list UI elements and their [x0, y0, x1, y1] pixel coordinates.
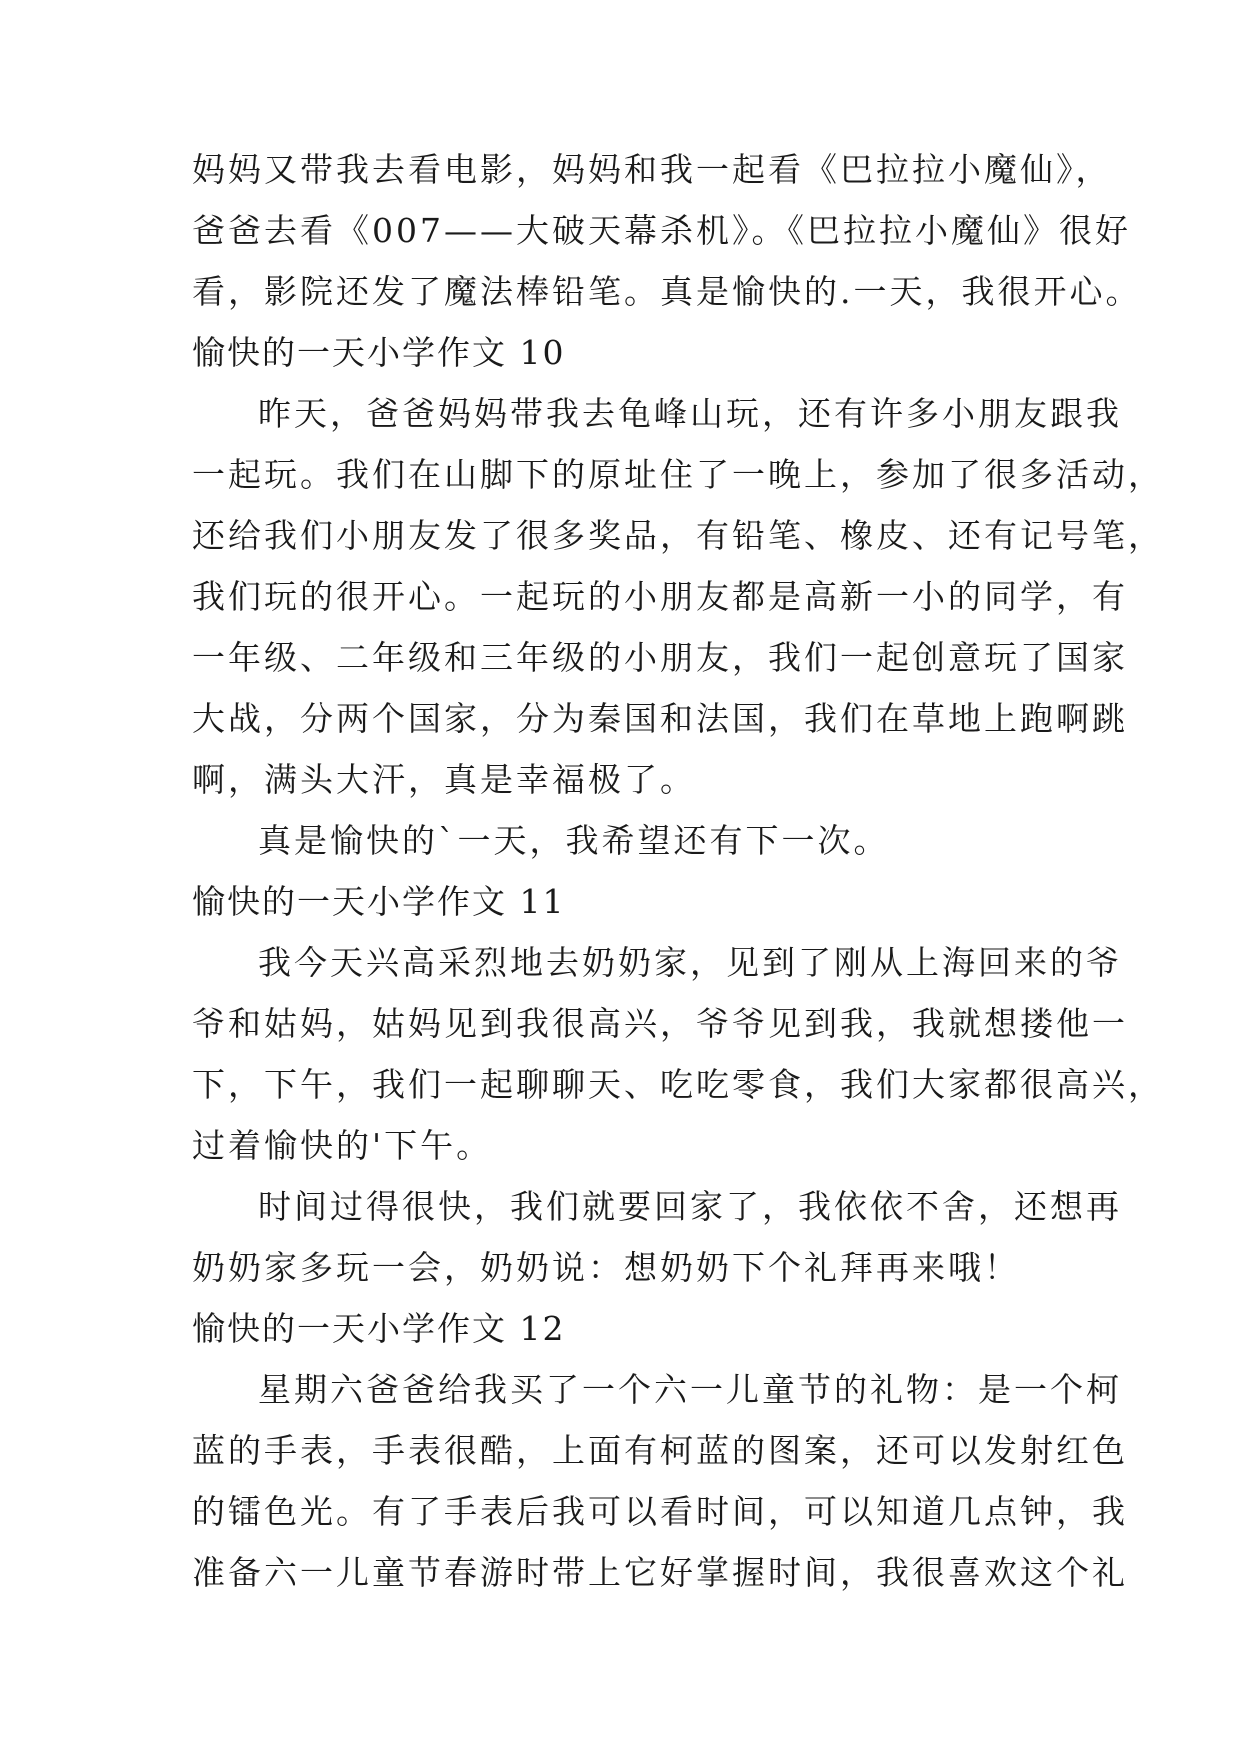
text-line: 蓝的手表，手表很酷，上面有柯蓝的图案，还可以发射红色 — [192, 1431, 1128, 1470]
section-heading-12: 愉快的一天小学作文 12 — [192, 1309, 566, 1348]
text-line: 昨天，爸爸妈妈带我去龟峰山玩，还有许多小朋友跟我 — [258, 394, 1122, 433]
text-line: 下，下午，我们一起聊聊天、吃吃零食，我们大家都很高兴， — [192, 1065, 1164, 1104]
text-line: 爸爸去看《007——大破天幕杀机》。《巴拉拉小魔仙》很好 — [192, 211, 1131, 250]
text-line: 妈妈又带我去看电影，妈妈和我一起看《巴拉拉小魔仙》， — [192, 150, 1112, 189]
text-line: 我今天兴高采烈地去奶奶家，见到了刚从上海回来的爷 — [258, 943, 1122, 982]
text-line: 爷和姑妈，姑妈见到我很高兴，爷爷见到我，我就想搂他一 — [192, 1004, 1128, 1043]
text-line: 还给我们小朋友发了很多奖品，有铅笔、橡皮、还有记号笔， — [192, 516, 1164, 555]
text-line: 一年级、二年级和三年级的小朋友，我们一起创意玩了国家 — [192, 638, 1128, 677]
text-line: 过着愉快的'下午。 — [192, 1126, 493, 1165]
text-line: 奶奶家多玩一会，奶奶说：想奶奶下个礼拜再来哦！ — [192, 1248, 1020, 1287]
text-line: 啊，满头大汗，真是幸福极了。 — [192, 760, 696, 799]
text-line: 我们玩的很开心。一起玩的小朋友都是高新一小的同学，有 — [192, 577, 1128, 616]
text-line: 准备六一儿童节春游时带上它好掌握时间，我很喜欢这个礼 — [192, 1553, 1128, 1592]
text-line: 的镭色光。有了手表后我可以看时间，可以知道几点钟，我 — [192, 1492, 1128, 1531]
text-line: 星期六爸爸给我买了一个六一儿童节的礼物：是一个柯 — [258, 1370, 1122, 1409]
text-line: 一起玩。我们在山脚下的原址住了一晚上，参加了很多活动， — [192, 455, 1164, 494]
text-line: 真是愉快的`一天，我希望还有下一次。 — [258, 821, 890, 860]
text-line: 大战，分两个国家，分为秦国和法国，我们在草地上跑啊跳 — [192, 699, 1128, 738]
text-line: 时间过得很快，我们就要回家了，我依依不舍，还想再 — [258, 1187, 1122, 1226]
section-heading-10: 愉快的一天小学作文 10 — [192, 333, 566, 372]
text-line: 看，影院还发了魔法棒铅笔。真是愉快的.一天，我很开心。 — [192, 272, 1142, 311]
section-heading-11: 愉快的一天小学作文 11 — [192, 882, 566, 921]
